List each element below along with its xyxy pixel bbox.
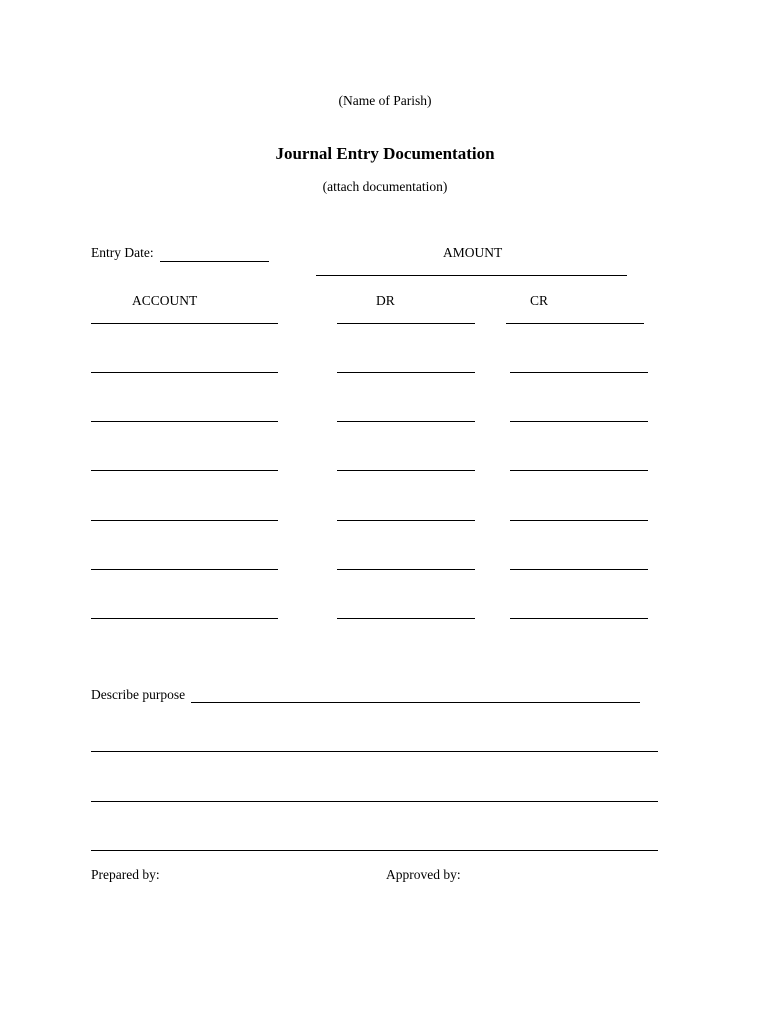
cr-line[interactable] xyxy=(510,569,648,570)
purpose-line-3[interactable] xyxy=(91,801,658,802)
cr-line[interactable] xyxy=(510,470,648,471)
entry-date-field[interactable] xyxy=(160,261,269,262)
dr-line[interactable] xyxy=(337,372,475,373)
cr-line[interactable] xyxy=(506,323,644,324)
cr-line[interactable] xyxy=(510,618,648,619)
purpose-line-2[interactable] xyxy=(91,751,658,752)
describe-purpose-label: Describe purpose xyxy=(91,687,186,702)
account-line[interactable] xyxy=(91,618,278,619)
entry-date-label: Entry Date: xyxy=(91,245,154,260)
dr-column-header: DR xyxy=(376,293,395,308)
dr-line[interactable] xyxy=(337,520,475,521)
amount-divider xyxy=(316,275,627,276)
approved-by-label: Approved by: xyxy=(386,867,461,882)
cr-line[interactable] xyxy=(510,520,648,521)
page-subtitle: (attach documentation) xyxy=(322,179,448,194)
dr-line[interactable] xyxy=(337,569,475,570)
account-line[interactable] xyxy=(91,569,278,570)
account-line[interactable] xyxy=(91,372,278,373)
account-column-header: ACCOUNT xyxy=(132,293,198,308)
cr-column-header: CR xyxy=(530,293,549,308)
purpose-line-4[interactable] xyxy=(91,850,658,851)
parish-name: (Name of Parish) xyxy=(338,93,432,108)
dr-line[interactable] xyxy=(337,323,475,324)
account-line[interactable] xyxy=(91,323,278,324)
dr-line[interactable] xyxy=(337,470,475,471)
page-title: Journal Entry Documentation xyxy=(275,144,495,163)
account-line[interactable] xyxy=(91,470,278,471)
cr-line[interactable] xyxy=(510,372,648,373)
account-line[interactable] xyxy=(91,421,278,422)
cr-line[interactable] xyxy=(510,421,648,422)
amount-label: AMOUNT xyxy=(443,245,503,260)
dr-line[interactable] xyxy=(337,421,475,422)
dr-line[interactable] xyxy=(337,618,475,619)
account-line[interactable] xyxy=(91,520,278,521)
prepared-by-label: Prepared by: xyxy=(91,867,160,882)
purpose-line-1[interactable] xyxy=(191,702,640,703)
